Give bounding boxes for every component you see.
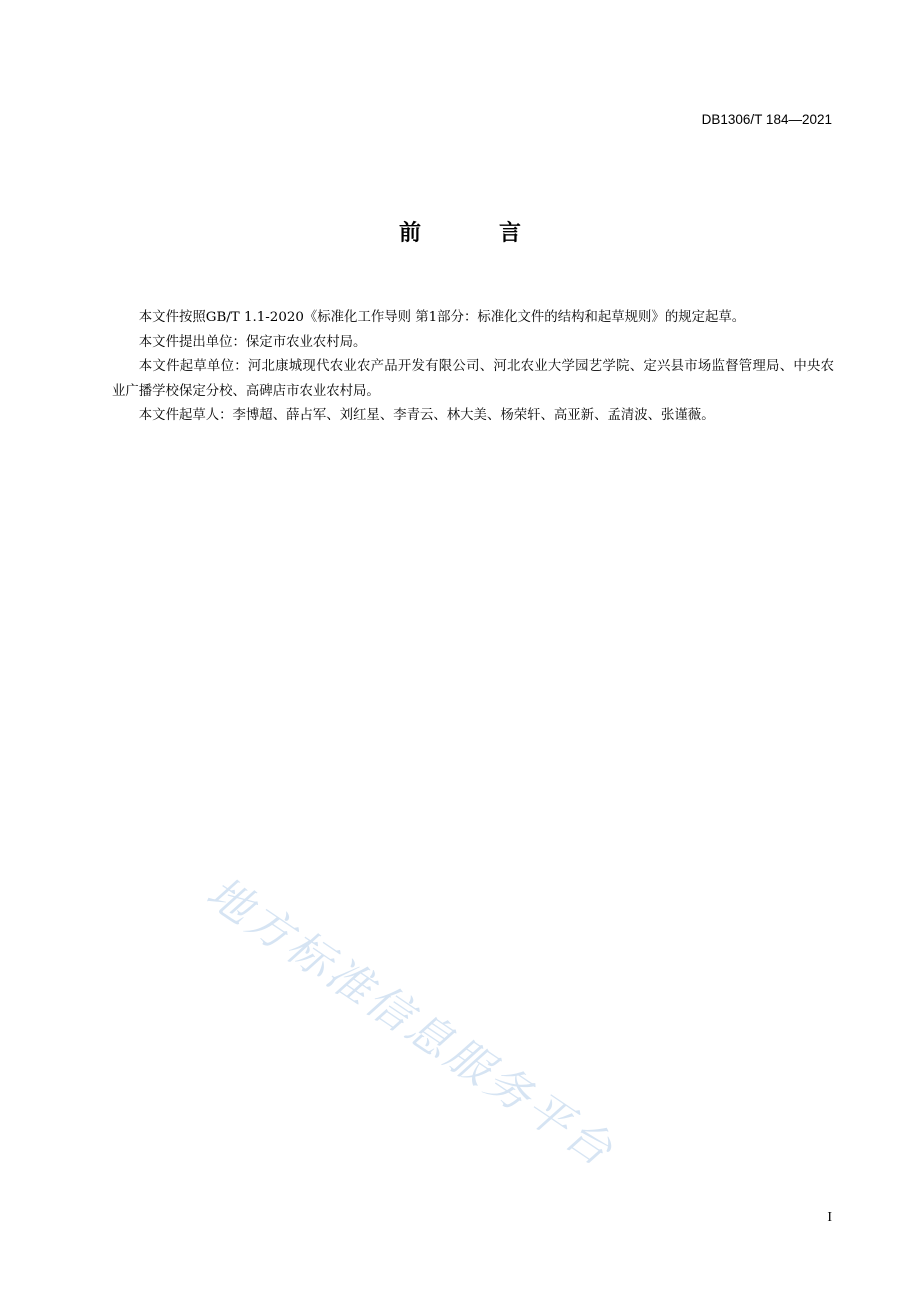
paragraph-drafters: 本文件起草人：李博超、薛占军、刘红星、李青云、林大美、杨荣轩、高亚新、孟清波、张谨薇。 [138,408,715,423]
document-code: DB1306/T 184—2021 [701,112,832,127]
watermark: 地方标准信息服务平台 [197,867,624,1178]
page-number: I [827,1210,832,1225]
paragraph-drafting-rules: 本文件按照GB/T 1.1-2020《标准化工作导则 第1部分：标准化文件的结构和起草规则》的规定起草。 [138,310,746,325]
paragraph-drafting-units: 本文件起草单位：河北康城现代农业农产品开发有限公司、河北农业大学园艺学院、定兴县市场监督管理局、中央农业广播学校保定分校、高碑店市农业农村局。 [112,359,834,399]
foreword-body [112,306,834,429]
page-title: 前 言 [398,221,549,246]
paragraph-proposing-unit: 本文件提出单位：保定市农业农村局。 [138,334,367,350]
